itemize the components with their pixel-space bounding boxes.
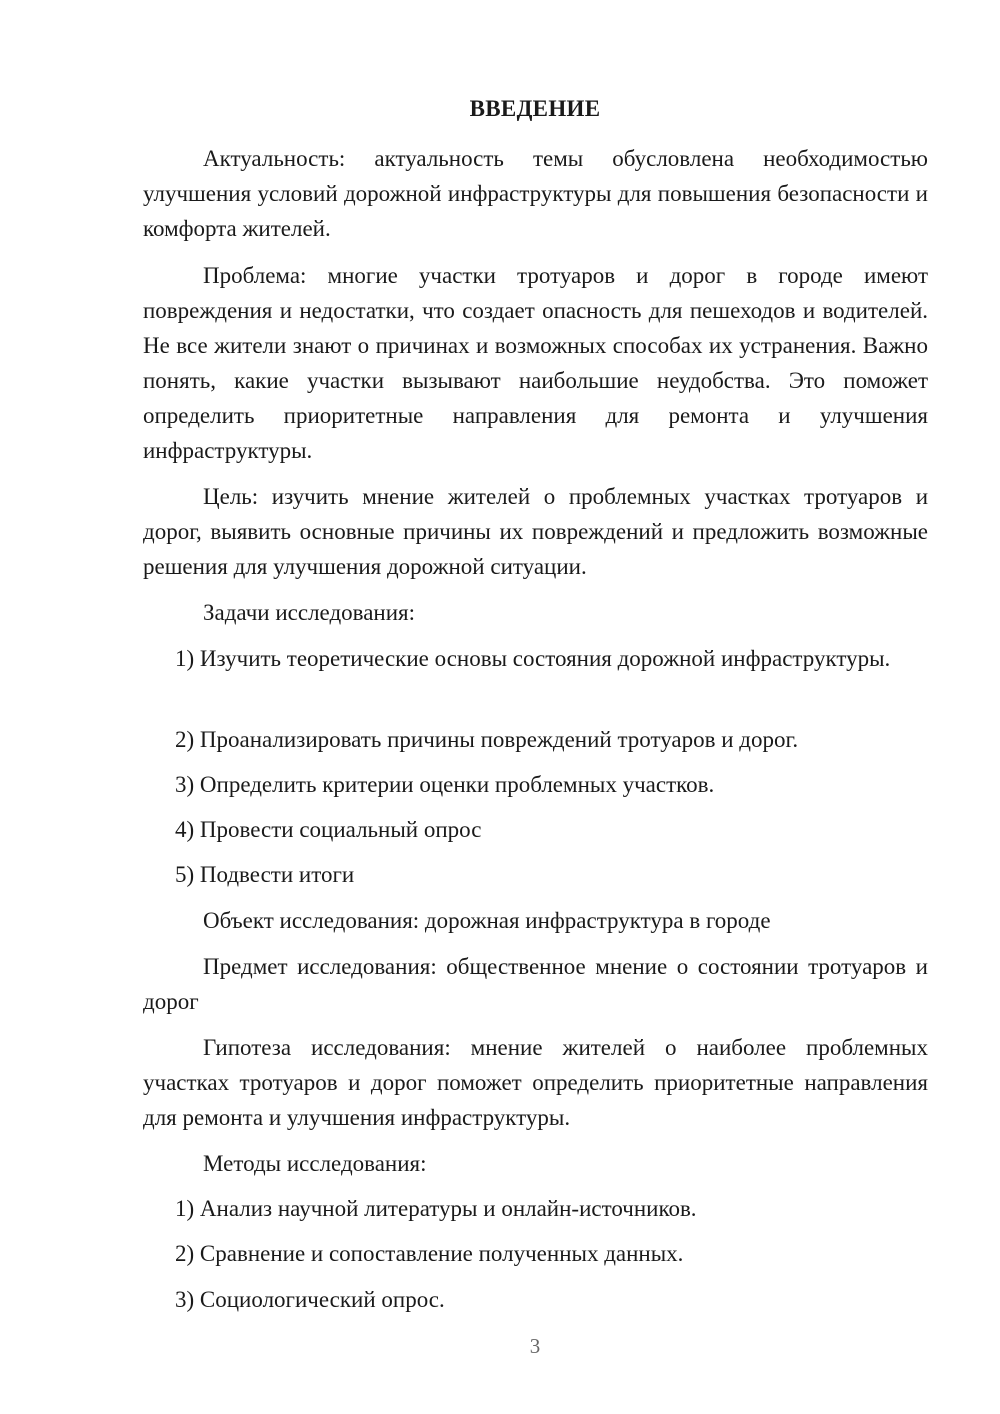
task-item-3: 3) Определить критерии оценки проблемных участков. (175, 772, 715, 797)
methods-heading: Методы исследования: (203, 1151, 427, 1176)
hypothesis-paragraph: Гипотеза исследования: мнение жителей о наиболее проблемных участках тротуаров и дорог поможет определить приоритетные направления для ремонта и улучшения инфраструктуры. (143, 1035, 928, 1130)
task-item-5: 5) Подвести итоги (175, 862, 355, 887)
task-item-4: 4) Провести социальный опрос (175, 817, 482, 842)
relevance-paragraph: Актуальность: актуальность темы обусловлена необходимостью улучшения условий дорожной инфраструктуры для повышения безопасности и комфорта жителей. (143, 146, 928, 241)
method-item-2: 2) Сравнение и сопоставление полученных данных. (175, 1241, 684, 1266)
tasks-heading: Задачи исследования: (203, 600, 416, 625)
method-item-1: 1) Анализ научной литературы и онлайн-источников. (175, 1196, 697, 1221)
object-paragraph: Объект исследования: дорожная инфраструктура в городе (203, 908, 771, 933)
subject-paragraph: Предмет исследования: общественное мнение о состоянии тротуаров и дорог (143, 954, 928, 1014)
goal-paragraph: Цель: изучить мнение жителей о проблемных участках тротуаров и дорог, выявить основные причины их повреждений и предложить возможные решения для улучшения дорожной ситуации. (143, 484, 928, 579)
method-item-3: 3) Социологический опрос. (175, 1287, 445, 1312)
page-number: 3 (529, 1334, 541, 1358)
page-title: ВВЕДЕНИЕ (469, 96, 601, 121)
problem-paragraph: Проблема: многие участки тротуаров и дорог в городе имеют повреждения и недостатки, что создает опасность для пешеходов и водителей. Не все жители знают о причинах и возможных способах их устранения. Важно понять, какие участки вызывают наибольшие неудобства. Это поможет определить приоритетные направления для ремонта и улучшения инфраструктуры. (143, 263, 928, 463)
task-item-2: 2) Проанализировать причины повреждений тротуаров и дорог. (175, 727, 799, 752)
task-item-1: 1) Изучить теоретические основы состояния дорожной инфраструктуры. (175, 646, 891, 671)
